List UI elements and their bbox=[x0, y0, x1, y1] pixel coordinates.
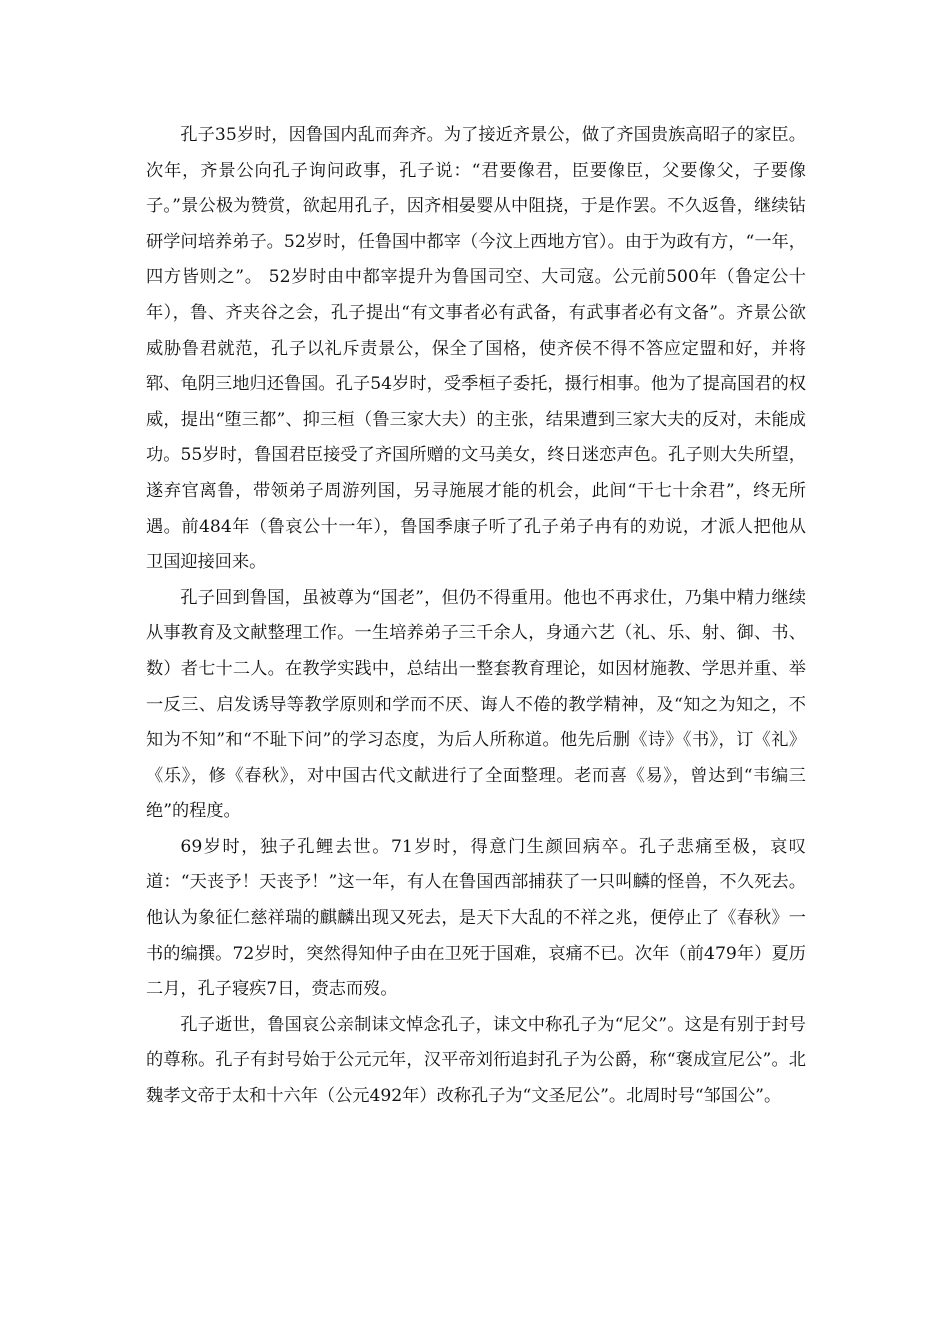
paragraph-1: 孔子35岁时，因鲁国内乱而奔齐。为了接近齐景公，做了齐国贵族高昭子的家臣。次年，齐景公向孔子询问政事，孔子说：“君要像君，臣要像臣，父要像父，子要像子。”景公极为赞赏，欲起用孔子，因齐相晏婴从中阻挠，于是作罢。不久返鲁，继续钻研学问培养弟子。52岁时，任鲁国中都宰（今汶上西地方官）。由于为政有方，“一年，四方皆则之”。 52岁时由中都宰提升为鲁国司空、大司寇。公元前500年（鲁定公十年），鲁、齐夹谷之会，孔子提出“有文事者必有武备，有武事者必有文备”。齐景公欲威胁鲁君就范，孔子以礼斥责景公，保全了国格，使齐侯不得不答应定盟和好，并将郓、龟阴三地归还鲁国。孔子54岁时，受季桓子委托，摄行相事。他为了提高国君的权威，提出“堕三都”、抑三桓（鲁三家大夫）的主张，结果遭到三家大夫的反对，未能成功。55岁时，鲁国君臣接受了齐国所赠的文马美女，终日迷恋声色。孔子则大失所望，遂弃官离鲁，带领弟子周游列国，另寻施展才能的机会，此间“干七十余君”，终无所遇。前484年（鲁哀公十一年），鲁国季康子听了孔子弟子冉有的劝说，才派人把他从卫国迎接回来。 bbox=[146, 125, 806, 573]
paragraph-4: 孔子逝世，鲁国哀公亲制诔文悼念孔子，诔文中称孔子为“尼父”。这是有别于封号的尊称。孔子有封号始于公元元年，汉平帝刘衎追封孔子为公爵，称“褒成宣尼公”。北魏孝文帝于太和十六年（公元492年）改称孔子为“文圣尼公”。北周时号“邹国公”。 bbox=[146, 1014, 806, 1107]
paragraph-3: 69岁时，独子孔鲤去世。71岁时，得意门生颜回病卒。孔子悲痛至极，哀叹道：“天丧予！天丧予！”这一年，有人在鲁国西部捕获了一只叫麟的怪兽，不久死去。他认为象征仁慈祥瑞的麒麟出现又死去，是天下大乱的不祥之兆，便停止了《春秋》一书的编撰。72岁时，突然得知仲子由在卫死于国难，哀痛不已。次年（前479年）夏历二月，孔子寝疾7日，赍志而歿。 bbox=[146, 836, 806, 1000]
document-body bbox=[146, 118, 806, 1115]
paragraph-2: 孔子回到鲁国，虽被尊为“国老”，但仍不得重用。他也不再求仕，乃集中精力继续从事教育及文献整理工作。一生培养弟子三千余人，身通六艺（礼、乐、射、御、书、数）者七十二人。在教学实践中，总结出一整套教育理论，如因材施教、学思并重、举一反三、启发诱导等教学原则和学而不厌、诲人不倦的教学精神，及“知之为知之，不知为不知”和“不耻下问”的学习态度，为后人所称道。他先后删《诗》《书》，订《礼》《乐》，修《春秋》，对中国古代文献进行了全面整理。老而喜《易》，曾达到“韦编三绝”的程度。 bbox=[146, 587, 806, 822]
